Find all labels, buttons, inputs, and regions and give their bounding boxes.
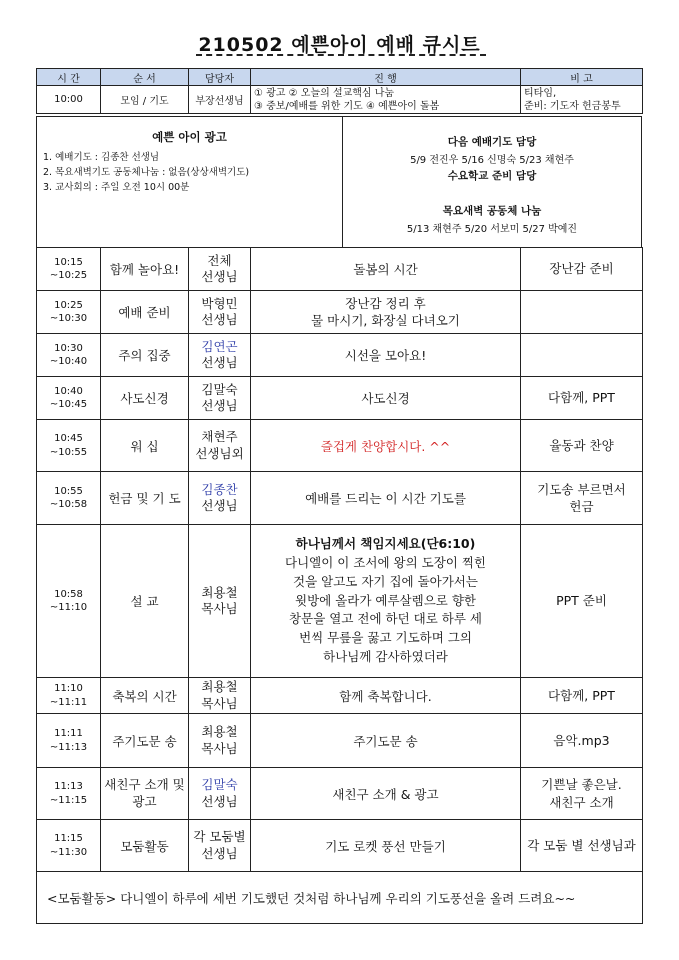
col-order: 순 서 — [101, 69, 189, 86]
time-cell: 10:15 ~10:25 — [37, 248, 101, 291]
progress-cell: 즐겁게 찬양합시다. ^^ — [251, 420, 521, 472]
cell-note — [521, 86, 643, 114]
note-cell: PPT 준비 — [521, 525, 643, 678]
time-cell: 10:25 ~10:30 — [37, 291, 101, 334]
note-cell: 율동과 찬양 — [521, 420, 643, 472]
notice-right-text: 5/13 채현주 5/20 서보미 5/27 박예진 — [406, 224, 578, 235]
table-row — [37, 525, 643, 678]
order-cell: 사도신경 — [101, 377, 189, 420]
person-cell: 각 모둠별 선생님 — [189, 820, 251, 872]
time-cell: 11:15 ~11:30 — [37, 820, 101, 872]
sermon-line: 것을 알고도 자기 집에 돌아가서는 — [293, 573, 478, 589]
cell-order: 모임 / 기도 — [101, 86, 189, 114]
progress-line: ① 광고 ② 오늘의 설교핵심 나눔 — [254, 87, 395, 99]
order-cell: 주기도문 송 — [101, 714, 189, 768]
notice-item: 1. 예배기도 : 김종찬 선생님 — [43, 152, 160, 163]
notice-item: 2. 목요새벽기도 공동체나눔 : 없음(상상새벽기도) — [43, 167, 250, 178]
order-cell: 설 교 — [101, 525, 189, 678]
note-line: 티타임, — [524, 87, 557, 99]
sermon-title: 하나님께서 책임지세요(단6:10) — [295, 536, 476, 552]
person-cell: 박형민 선생님 — [189, 291, 251, 334]
person-cell: 전체 선생님 — [189, 248, 251, 291]
sermon-line: 윗방에 올라가 예루살렘으로 향한 — [295, 592, 476, 608]
time-cell: 10:45 ~10:55 — [37, 420, 101, 472]
note-cell — [521, 334, 643, 377]
order-cell: 모둠활동 — [101, 820, 189, 872]
table-row — [37, 820, 643, 872]
table-row — [37, 377, 643, 420]
sermon-cell — [251, 525, 521, 678]
header-row — [37, 69, 643, 86]
time-cell: 10:40 ~10:45 — [37, 377, 101, 420]
person-cell: 최용철 목사님 — [189, 714, 251, 768]
person-cell: 김종찬 선생님 — [189, 472, 251, 525]
footer-note: <모둠활동> 다니엘이 하루에 세번 기도했던 것처럼 하나님께 우리의 기도풍선을 올려 드려요~~ — [37, 872, 643, 924]
note-cell: 각 모둠 별 선생님과 — [521, 820, 643, 872]
notice-left-title: 예쁜 아이 광고 — [152, 130, 227, 144]
order-cell: 헌금 및 기 도 — [101, 472, 189, 525]
header-data-row — [37, 86, 643, 114]
table-row — [37, 768, 643, 820]
note-cell: 기도송 부르면서 헌금 — [521, 472, 643, 525]
order-cell: 예배 준비 — [101, 291, 189, 334]
footer-row — [37, 872, 643, 924]
table-row — [37, 334, 643, 377]
cell-progress — [251, 86, 521, 114]
order-cell: 워 십 — [101, 420, 189, 472]
progress-cell: 사도신경 — [251, 377, 521, 420]
progress-cell: 주기도문 송 — [251, 714, 521, 768]
progress-cell: 새친구 소개 & 광고 — [251, 768, 521, 820]
progress-cell: 돌봄의 시간 — [251, 248, 521, 291]
person-cell: 채현주 선생님외 — [189, 420, 251, 472]
table-row — [37, 420, 643, 472]
table-row — [37, 291, 643, 334]
page-title: 210502 예쁜아이 예배 큐시트 — [198, 34, 481, 56]
sermon-line: 다니엘이 이 조서에 왕의 도장이 찍힌 — [285, 555, 486, 571]
notice-right-text: 5/9 전진우 5/16 신명숙 5/23 채현주 — [410, 155, 574, 166]
cell-person: 부장선생님 — [189, 86, 251, 114]
progress-cell: 예배를 드리는 이 시간 기도를 — [251, 472, 521, 525]
person-cell: 김말숙 선생님 — [189, 768, 251, 820]
time-cell: 11:13 ~11:15 — [37, 768, 101, 820]
person-cell: 최용철 목사님 — [189, 525, 251, 678]
table-row — [37, 248, 643, 291]
progress-line: ③ 중보/예배를 위한 기도 ④ 예쁜아이 돌봄 — [254, 100, 440, 112]
notice-right-title: 수요학교 준비 담당 — [447, 170, 537, 182]
progress-cell: 시선을 모아요! — [251, 334, 521, 377]
note-cell: 음악.mp3 — [521, 714, 643, 768]
sermon-line: 창문을 열고 전에 하던 대로 하루 세 — [289, 611, 482, 627]
note-cell: 다함께, PPT — [521, 377, 643, 420]
notice-item: 3. 교사회의 : 주일 오전 10시 00분 — [43, 182, 190, 193]
col-note: 비 고 — [521, 69, 643, 86]
sermon-line: 번씩 무릎을 꿇고 기도하며 그의 — [299, 630, 472, 646]
progress-cell: 함께 축복합니다. — [251, 678, 521, 714]
time-cell: 10:30 ~10:40 — [37, 334, 101, 377]
progress-cell: 기도 로켓 풍선 만들기 — [251, 820, 521, 872]
notice-right-title: 목요새벽 공동체 나눔 — [442, 205, 542, 217]
order-cell: 함께 놀아요! — [101, 248, 189, 291]
col-progress: 진 행 — [251, 69, 521, 86]
order-cell: 주의 집중 — [101, 334, 189, 377]
note-cell: 기쁜날 좋은날. 새친구 소개 — [521, 768, 643, 820]
order-cell: 새친구 소개 및 광고 — [101, 768, 189, 820]
note-cell: 장난감 준비 — [521, 248, 643, 291]
table-row — [37, 472, 643, 525]
col-person: 담당자 — [189, 69, 251, 86]
order-cell: 축복의 시간 — [101, 678, 189, 714]
time-cell: 11:11 ~11:13 — [37, 714, 101, 768]
cell-time: 10:00 — [37, 86, 101, 114]
time-cell: 10:58 ~11:10 — [37, 525, 101, 678]
notice-right-title: 다음 예배기도 담당 — [447, 136, 537, 148]
person-cell: 김말숙 선생님 — [189, 377, 251, 420]
table-row — [37, 714, 643, 768]
time-cell: 10:55 ~10:58 — [37, 472, 101, 525]
header-table — [36, 68, 643, 114]
person-cell: 김연곤 선생님 — [189, 334, 251, 377]
notice-box — [36, 116, 642, 248]
title-underline — [196, 54, 486, 56]
note-line: 준비: 기도자 헌금봉투 — [524, 100, 621, 112]
time-cell: 11:10 ~11:11 — [37, 678, 101, 714]
person-cell: 최용철 목사님 — [189, 678, 251, 714]
sermon-line: 하나님께 감사하였더라 — [323, 648, 448, 664]
note-cell — [521, 291, 643, 334]
progress-cell: 장난감 정리 후 물 마시기, 화장실 다녀오기 — [251, 291, 521, 334]
table-row — [37, 678, 643, 714]
note-cell: 다함께, PPT — [521, 678, 643, 714]
cue-table — [36, 247, 643, 924]
col-time: 시 간 — [37, 69, 101, 86]
